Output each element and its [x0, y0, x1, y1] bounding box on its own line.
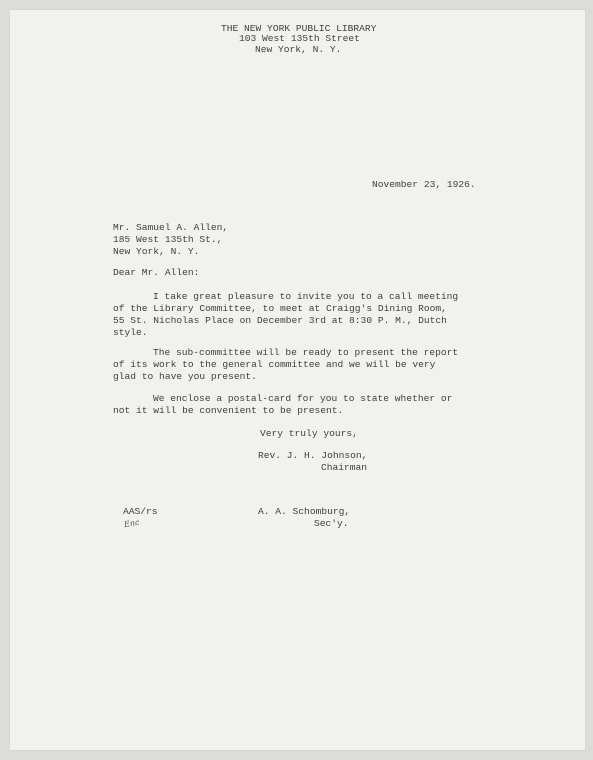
- paragraph-1-line-4: style.: [113, 327, 148, 338]
- letterhead-address: 103 West 135th Street: [239, 33, 360, 44]
- salutation: Dear Mr. Allen:: [113, 267, 200, 278]
- secretary-title: Sec'y.: [314, 518, 349, 529]
- paragraph-2-line-1: The sub-committee will be ready to present the report: [153, 347, 459, 358]
- signer-name: Rev. J. H. Johnson,: [258, 450, 368, 461]
- letterhead-city: New York, N. Y.: [255, 44, 342, 55]
- enclosure-handwritten-note: Enc: [123, 517, 141, 530]
- recipient-name: Mr. Samuel A. Allen,: [113, 222, 229, 233]
- paragraph-3-line-2: not it will be convenient to be present.: [113, 405, 344, 416]
- letterhead-title: THE NEW YORK PUBLIC LIBRARY: [221, 23, 377, 34]
- paragraph-3-line-1: We enclose a postal-card for you to state whether or: [153, 393, 453, 404]
- reference-initials: AAS/rs: [123, 506, 158, 517]
- signer-title: Chairman: [321, 462, 368, 473]
- paragraph-2-line-3: glad to have you present.: [113, 371, 257, 382]
- paragraph-2-line-2: of its work to the general committee and we will be very: [113, 359, 436, 370]
- paragraph-1-line-2: of the Library Committee, to meet at Craigg's Dining Room,: [113, 303, 447, 314]
- paragraph-1-line-3: 55 St. Nicholas Place on December 3rd at 8:30 P. M., Dutch: [113, 315, 447, 326]
- recipient-city: New York, N. Y.: [113, 246, 200, 257]
- secretary-name: A. A. Schomburg,: [258, 506, 351, 517]
- recipient-street: 185 West 135th St.,: [113, 234, 223, 245]
- letter-date: November 23, 1926.: [372, 179, 476, 190]
- letter-page: [10, 10, 585, 750]
- closing: Very truly yours,: [260, 428, 358, 439]
- paragraph-1-line-1: I take great pleasure to invite you to a call meeting: [153, 291, 459, 302]
